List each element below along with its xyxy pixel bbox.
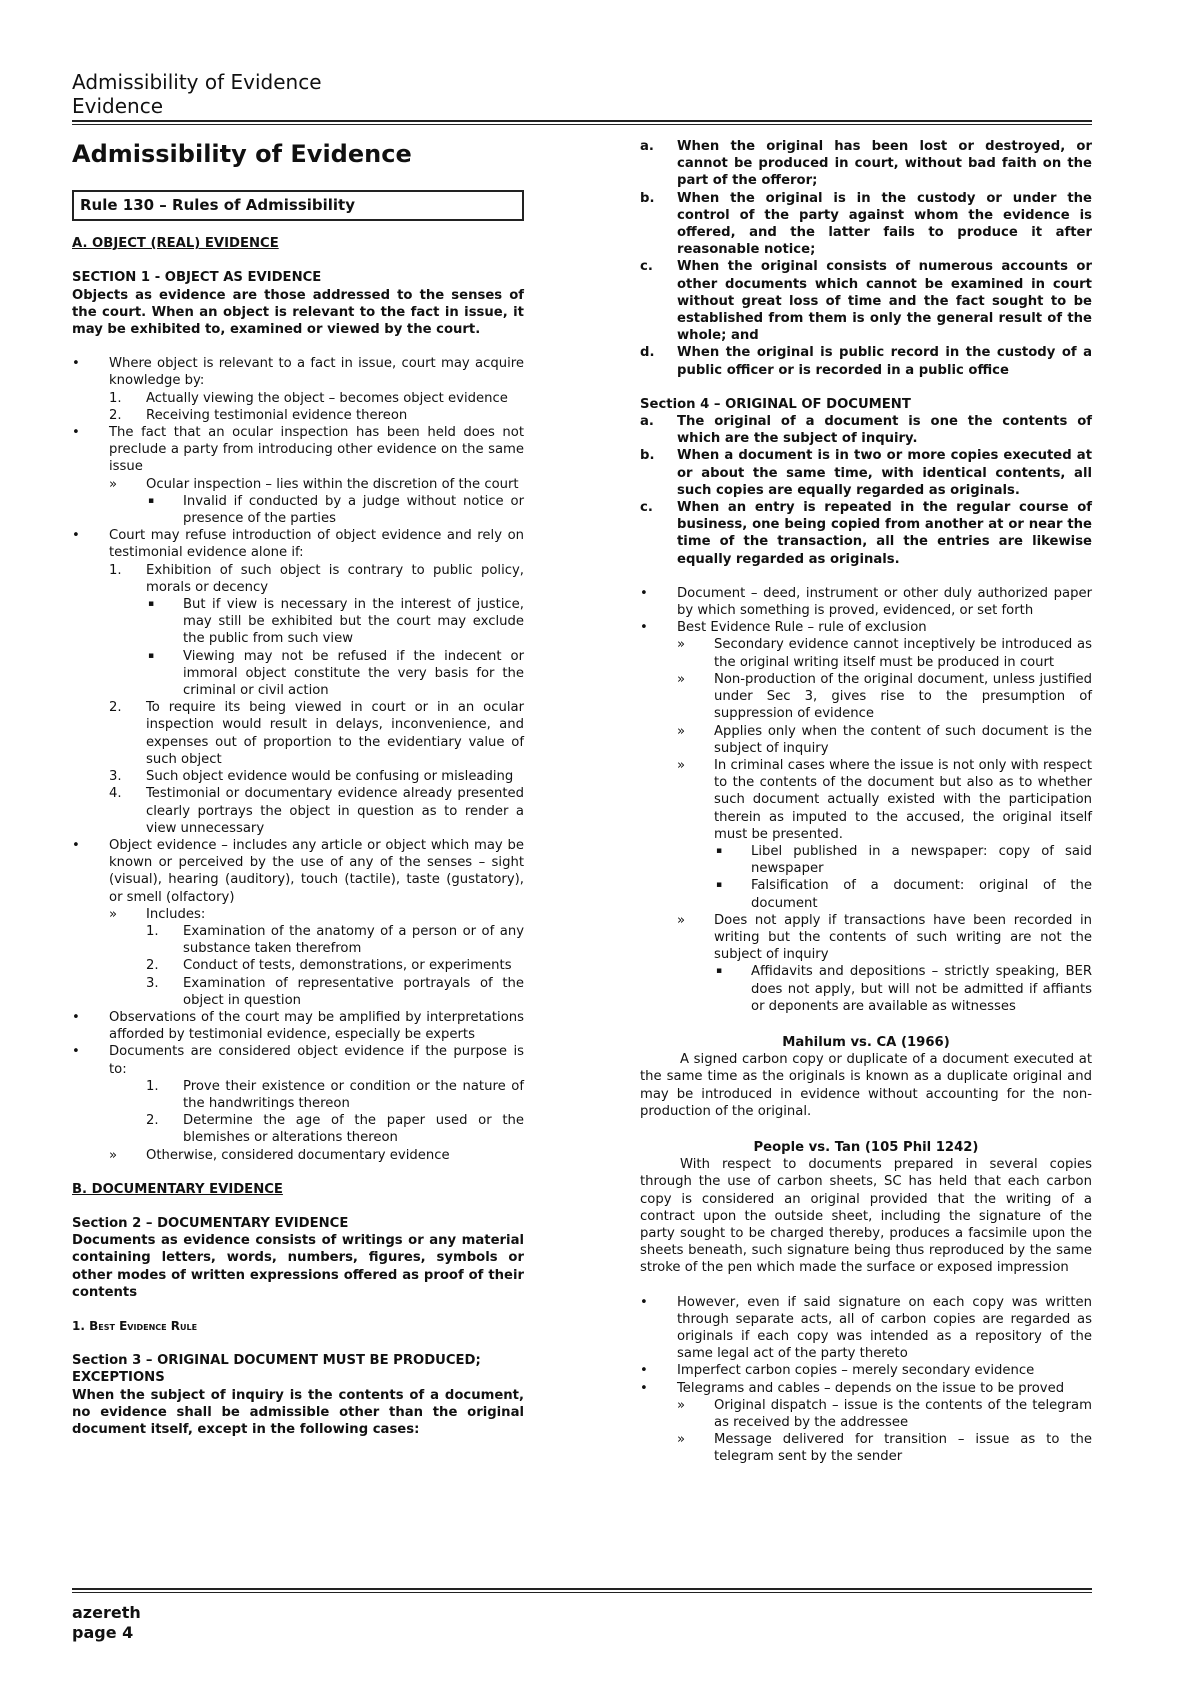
list-item: » Message delivered for transition – issue as to the telegram sent by the sender [677,1431,1092,1465]
list-item: 3. Examination of representative portrayals of the object in question [146,975,524,1008]
section-2-title: Section 2 – DOCUMENTARY EVIDENCE [72,1215,349,1231]
list-item: • Best Evidence Rule – rule of exclusion » Secondary evidence cannot inceptively be introduced as the original writing itself must be produced in court » Non-production of the original document, unless justified under Sec 3, gives rise to the presumption of suppression of evidence » Applies only when the content of such document is the subject of inquiry » In criminal cases where the issue is not only with respect to the contents of the document but also as to whether such document actually existed with the participation therein as imputed to the accused, the original itself must be presented. ▪ Libel published in a newspaper: copy of said newspaper ▪ Falsification of a document: original of the document » Does not apply if transactions have been recorded in writing but the contents of such writing are not the subject of inquiry ▪ Affidavits and depositions – strictly speaking, BER does not apply, but will not be admitted if affiants or deponents are available as witnesses [640,619,1092,1015]
page-number: page 4 [72,1623,134,1642]
list-item: • Documents are considered object evidence if the purpose is to: 1. Prove their existence or condition or the nature of the handwritings thereon 2. Determine the age of the paper used or the blemishes or alterations thereon » Otherwise, considered documentary evidence [72,1043,524,1163]
section-1-title: SECTION 1 - OBJECT AS EVIDENCE [72,270,322,286]
list-item: • Object evidence – includes any article or object which may be known or perceived by the use of any of the senses – sight (visual), hearing (auditory), touch (tactile), taste (gustatory), or smell (olfactory) » Includes: 1. Examination of the anatomy of a person or of any substance taken therefrom 2. Conduct of tests, demonstrations, or experiments 3. Examination of representative portrayals of the object in question [72,837,524,1009]
list-item: 2. Determine the age of the paper used or the blemishes or alterations thereon [146,1113,524,1146]
list-item: » Non-production of the original document, unless justified under Sec 3, gives rise to the presumption of suppression of evidence [677,671,1092,723]
header-rule [72,120,1092,125]
list-item: » Includes: 1. Examination of the anatomy of a person or of any substance taken therefrom 2. Conduct of tests, demonstrations, or experiments 3. Examination of representative portrayals of the object in question [109,906,524,1009]
list-item: 1. Examination of the anatomy of a person or of any substance taken therefrom [146,923,524,957]
section-2-text: Documents as evidence consists of writings or any material containing letters, words, numbers, figures, symbols or other modes of written expressions offered as proof of their contents [72,1233,524,1300]
list-item: » Otherwise, considered documentary evidence [109,1147,524,1164]
list-item: » Does not apply if transactions have been recorded in writing but the contents of such writing are not the subject of inquiry ▪ Affidavits and depositions – strictly speaking, BER does not apply, but will not be admitted if affiants or deponents are available as witnesses [677,912,1092,1015]
list-item: • However, even if said signature on each copy was written through separate acts, all of carbon copies are regarded as originals if each copy was intended as a repository of the same legal act of the party thereto [640,1294,1092,1363]
list-item: 3. Such object evidence would be confusing or misleading [109,769,514,785]
section-3-text: When the subject of inquiry is the contents of a document, no evidence shall be admissible other than the original document itself, except in the following cases: [72,1387,524,1437]
list-item: • Imperfect carbon copies – merely secondary evidence [640,1362,1092,1379]
list-item: ▪ But if view is necessary in the interest of justice, may still be exhibited but the court may exclude the public from such view [146,596,524,648]
rule-box: Rule 130 – Rules of Admissibility [72,190,524,221]
carbon-copy-notes-list [640,1294,1092,1466]
list-item: 1. Prove their existence or condition or the nature of the handwritings thereon [146,1078,524,1111]
page-footer [72,1603,141,1643]
footer-author: azereth [72,1603,141,1622]
list-item: 2. To require its being viewed in court or in an ocular inspection would result in delays, inconvenience, and expenses out of proportion to the evidentiary value of such object [109,700,524,767]
case-text: With respect to documents prepared in several copies through the use of carbon sheets, SC has held that each carbon copy is considered an original provided that the writing of a contract upon the outside sheet, including the signature of the party sought to be charged thereby, produces a facsimile upon the sheets beneath, such signature being thus reproduced by the same stroke of the pen which made the surface or exposed impression [640,1157,1092,1276]
list-item: b. When a document is in two or more copies executed at or about the same time, with identical contents, all such copies are equally regarded as originals. [640,448,1092,498]
list-item: » Ocular inspection – lies within the discretion of the court ▪ Invalid if conducted by a judge without notice or presence of the parties [109,476,524,528]
running-header [72,70,322,118]
list-item: 2. Receiving testimonial evidence thereon [109,407,408,423]
case-title: Mahilum vs. CA (1966) [782,1034,950,1050]
section-1-text: Objects as evidence are those addressed to the senses of the court. When an object is relevant to the fact in issue, it may be exhibited to, examined or viewed by the court. [72,287,524,338]
list-item: a. When the original has been lost or destroyed, or cannot be produced in court, without bad faith on the part of the offeror; [640,139,1092,189]
document-notes-list [640,585,1092,1015]
list-item: ▪ Viewing may not be refused if the indecent or immoral object constitute the very basis for the criminal or civil action [146,648,524,700]
list-item: 1. Actually viewing the object – becomes object evidence [109,390,508,406]
list-item: ▪ Falsification of a document: original of the document [714,877,1092,911]
list-item: ▪ Affidavits and depositions – strictly speaking, BER does not apply, but will not be admitted if affiants or deponents are available as witnesses [714,963,1092,1015]
section-4-title: Section 4 – ORIGINAL OF DOCUMENT [640,396,911,412]
documentary-evidence-heading: B. DOCUMENTARY EVIDENCE [72,1181,283,1197]
list-item: • Document – deed, instrument or other duly authorized paper by which something is proved, evidenced, or set forth [640,585,1092,619]
list-item: » Secondary evidence cannot inceptively be introduced as the original writing itself must be produced in court [677,636,1092,670]
list-item: c. When the original consists of numerous accounts or other documents which cannot be examined in court without great loss of time and the fact sought to be established from them is only the general result of the whole; and [640,259,1092,344]
left-column [72,138,524,1438]
section-4-list [640,413,1092,568]
list-item: c. When an entry is repeated in the regular course of business, one being copied from another at or near the time of the transaction, all the entries are likewise equally regarded as originals. [640,500,1092,567]
list-item: • The fact that an ocular inspection has been held does not preclude a party from introducing other evidence on the same issue » Ocular inspection – lies within the discretion of the court ▪ Invalid if conducted by a judge without notice or presence of the parties [72,424,524,527]
list-item: ▪ Libel published in a newspaper: copy of said newspaper [714,843,1092,877]
section-3-title: Section 3 – ORIGINAL DOCUMENT MUST BE PRODUCED; EXCEPTIONS [72,1353,481,1386]
list-item: » Applies only when the content of such document is the subject of inquiry [677,723,1092,757]
list-item: • Where object is relevant to a fact in issue, court may acquire knowledge by: 1. Actually viewing the object – becomes object evidence 2. Receiving testimonial evidence thereon [72,355,524,424]
exceptions-list [640,138,1092,379]
header-title: Admissibility of Evidence [72,70,322,94]
object-evidence-heading: A. OBJECT (REAL) EVIDENCE [72,236,279,252]
list-item: ▪ Invalid if conducted by a judge without notice or presence of the parties [146,493,524,527]
object-evidence-list [72,355,524,1164]
list-item: b. When the original is in the custody or under the control of the party against whom the evidence is offered, and the latter fails to produce it after reasonable notice; [640,190,1092,258]
list-item: • Telegrams and cables – depends on the issue to be proved » Original dispatch – issue is the contents of the telegram as received by the addressee » Message delivered for transition – issue as to the telegram sent by the sender [640,1380,1092,1466]
list-item: » Original dispatch – issue is the contents of the telegram as received by the addressee [677,1397,1092,1431]
list-item: 4. Testimonial or documentary evidence already presented clearly portrays the object in question as to render a view unnecessary [109,786,524,836]
list-item: » In criminal cases where the issue is not only with respect to the contents of the document but also as to whether such document actually existed with the participation therein as imputed to the accused, the original itself must be presented. ▪ Libel published in a newspaper: copy of said newspaper ▪ Falsification of a document: original of the document [677,757,1092,912]
footer-rule [72,1588,1092,1593]
case-text: A signed carbon copy or duplicate of a document executed at the same time as the originals is known as a duplicate original and may be introduced in evidence without accounting for the non-production of the original. [640,1052,1092,1119]
right-column [640,138,1092,1466]
list-item: • Court may refuse introduction of object evidence and rely on testimonial evidence alone if: 1. Exhibition of such object is contrary to public policy, morals or decency ▪ But if view is necessary in the interest of justice, may still be exhibited but the court may exclude the public from such view ▪ Viewing may not be refused if the indecent or immoral object constitute the very basis for the criminal or civil action 2. To require its being viewed in court or in an ocular inspection would result in delays, inconvenience, and expenses out of proportion to the evidentiary value of such object 3. Such object evidence would be confusing or misleading 4. Testimonial or documentary evidence already presented clearly portrays the object in question as to render a view unnecessary [72,527,524,837]
header-subject: Evidence [72,94,164,118]
best-evidence-rule-heading: 1. Best Evidence Rule [72,1318,198,1333]
case-title: People vs. Tan (105 Phil 1242) [753,1139,979,1155]
list-item: 1. Exhibition of such object is contrary to public policy, morals or decency ▪ But if view is necessary in the interest of justice, may still be exhibited but the court may exclude the public from such view ▪ Viewing may not be refused if the indecent or immoral object constitute the very basis for the criminal or civil action [109,562,524,700]
list-item: • Observations of the court may be amplified by interpretations afforded by testimonial evidence, especially be experts [72,1009,524,1043]
list-item: a. The original of a document is one the contents of which are the subject of inquiry. [640,414,1092,447]
list-item: d. When the original is public record in the custody of a public officer or is recorded in a public office [640,345,1092,378]
page-title: Admissibility of Evidence [72,140,412,168]
list-item: 2. Conduct of tests, demonstrations, or experiments [146,958,512,974]
